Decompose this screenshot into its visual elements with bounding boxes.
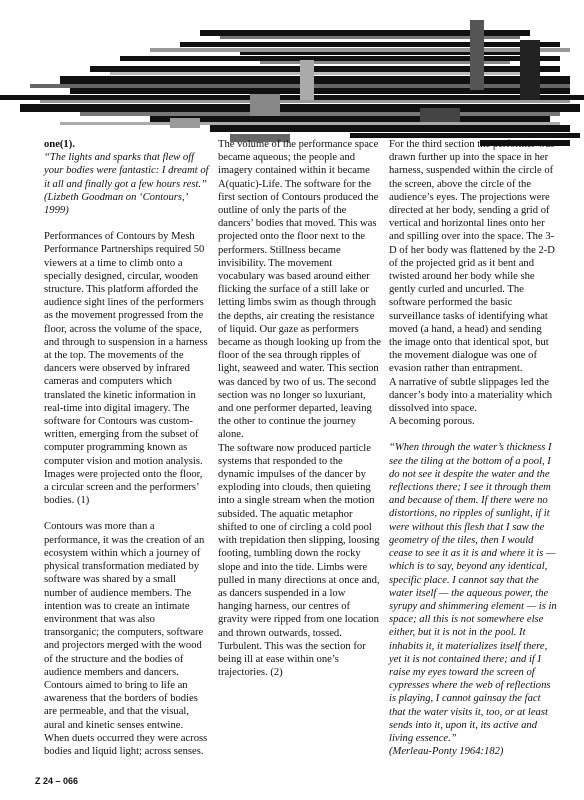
- glitch-bar: [60, 76, 570, 84]
- glitch-bar: [240, 52, 540, 55]
- glitch-bar: [40, 100, 570, 103]
- paragraph: For the third section the performer was drawn further up into the space in her harness, suspended within the circle of the screen, above the circle of the audience’s eyes. The projections were directed at her body, sending a grid of vertical and horizontal lines onto her and spilling over into the space. The 3-D of her body was flattened by the 2-D of the projected grid as it bent and twisted around her body while she gently curled and uncurled. The software performed the basic surveillance tasks of identifying what moved (a hand, a head) and sending the image onto that identical spot, but the movement dialogue was one of evasion rather than entrapment.: [389, 139, 555, 375]
- column-1: [44, 138, 209, 758]
- paragraph: Contours was more than a performance, it was the creation of an ecosystem within which a journey of physical transformation mediated by software was shared by a small number of audience members. The intention was to create an intimate environment that was also transorganic; the computers, software and projectors merged with the wood of the structure and the bodies of audience members and dancers. Contours aimed to bring to life an awareness that the borders of bodies are permeable, and that the visual, aural and kinetic senses entwine. When duets occurred they were across bodies and liquid light; across senses.: [44, 521, 208, 757]
- glitch-bar: [250, 94, 280, 116]
- glitch-bar: [20, 104, 580, 112]
- glitch-bar: [210, 125, 570, 132]
- paragraph: The volume of the performance space became aqueous; the people and imagery contained within it became A(quatic)-Life. The software for the first section of Contours produced the outline of only the parts of the dancers’ bodies that moved. This was projected onto the floor next to the performers. Stillness became invisibility. The movement vocabulary was based around either flicking the surface of a still lake or letting limbs swim as though through the depths, air creating the resistance of liquid. Our gaze as performers became as though looking up from the floor of the sea through ripples of light, seaweed and water. This section was danced by two of us. The second section was no longer so luxuriant, and one performer departed, leaving the other to continue the journey alone.: [218, 139, 381, 441]
- page-number: Z 24 – 066: [35, 776, 79, 786]
- column-3: [389, 138, 557, 758]
- paragraph-continuation: one(1).: [44, 139, 75, 150]
- pull-quote: “The lights and sparks that flew off your bodies were fantastic: I dreamt of it all and finally got a few hours rest.” (Lizbeth Goodman on ‘Contours,’ 1999): [44, 152, 209, 217]
- column-2: [218, 138, 381, 679]
- glitch-bar: [300, 60, 314, 100]
- glitch-bar: [470, 20, 484, 90]
- block-quote: “When through the water’s thickness I see the tiling at the bottom of a pool, I do not see it despite the water and the reflections there; I see it through them and because of them. If there were no distortions, no ripples of sunlight, if it were without this flesh that I saw the geometry of the tiles, then I would cease to see it as it is and where it is — which is to say, beyond any identical, specific place. I cannot say that the water itself — the aqueous power, the syrupy and shimmering element — is in space; all this is not somewhere else either, but it is not in the pool. It inhabits it, it materializes itself there, yet it is not contained there; and if I raise my eyes toward the screen of cypresses where the web of reflections is playing, I cannot gainsay the fact that the water visits it, too, or at least sends into it, upon it, its active and living essence.”: [389, 442, 557, 744]
- paragraph: The software now produced particle systems that responded to the dynamic impulses of the dancer by exploding into clouds, then quieting into a single stream when the motion subsided. The aquatic metaphor shifted to one of circling a cold pool with trepidation then slipping, loosing footing, tumbling down the rocky slope and into the tide. Limbs were pulled in many directions at once and, as dancers suspended in a low hanging harness, our centres of gravity were ripped from one location and thrown outwards, tossed. Turbulent. This was the section for being ill at ease within one’s trajectories. (2): [218, 442, 380, 679]
- paragraph: A becoming porous.: [389, 416, 475, 428]
- citation: (Merleau-Ponty 1964:182): [389, 746, 504, 758]
- glitch-bar: [180, 42, 560, 47]
- paragraph: Performances of Contours by Mesh Performance Partnerships required 50 viewers at a time to climb onto a specially designed, circular, wooden structure. This platform afforded the audience sight lines of the performers as the movement progressed from the floor, across the volume of the space, and through to suspension in a harness at the top. The movements of the dancers were observed by infrared cameras and computers which translated the kinetic information in real-time into digital imagery. The software for Contours was custom-written, emerging from the subset of computer programming known as computer vision and motion analysis. Images were projected onto the floor, a circular screen and the performers’ bodies. (1): [44, 231, 208, 507]
- glitch-bar: [170, 118, 200, 128]
- glitch-bar: [420, 108, 460, 122]
- glitch-bar: [70, 88, 570, 94]
- paragraph: A narrative of subtle slippages led the dancer’s body into a materiality which dissolved into space.: [389, 376, 553, 415]
- glitch-header-graphic: [0, 0, 584, 160]
- glitch-bar: [520, 40, 540, 100]
